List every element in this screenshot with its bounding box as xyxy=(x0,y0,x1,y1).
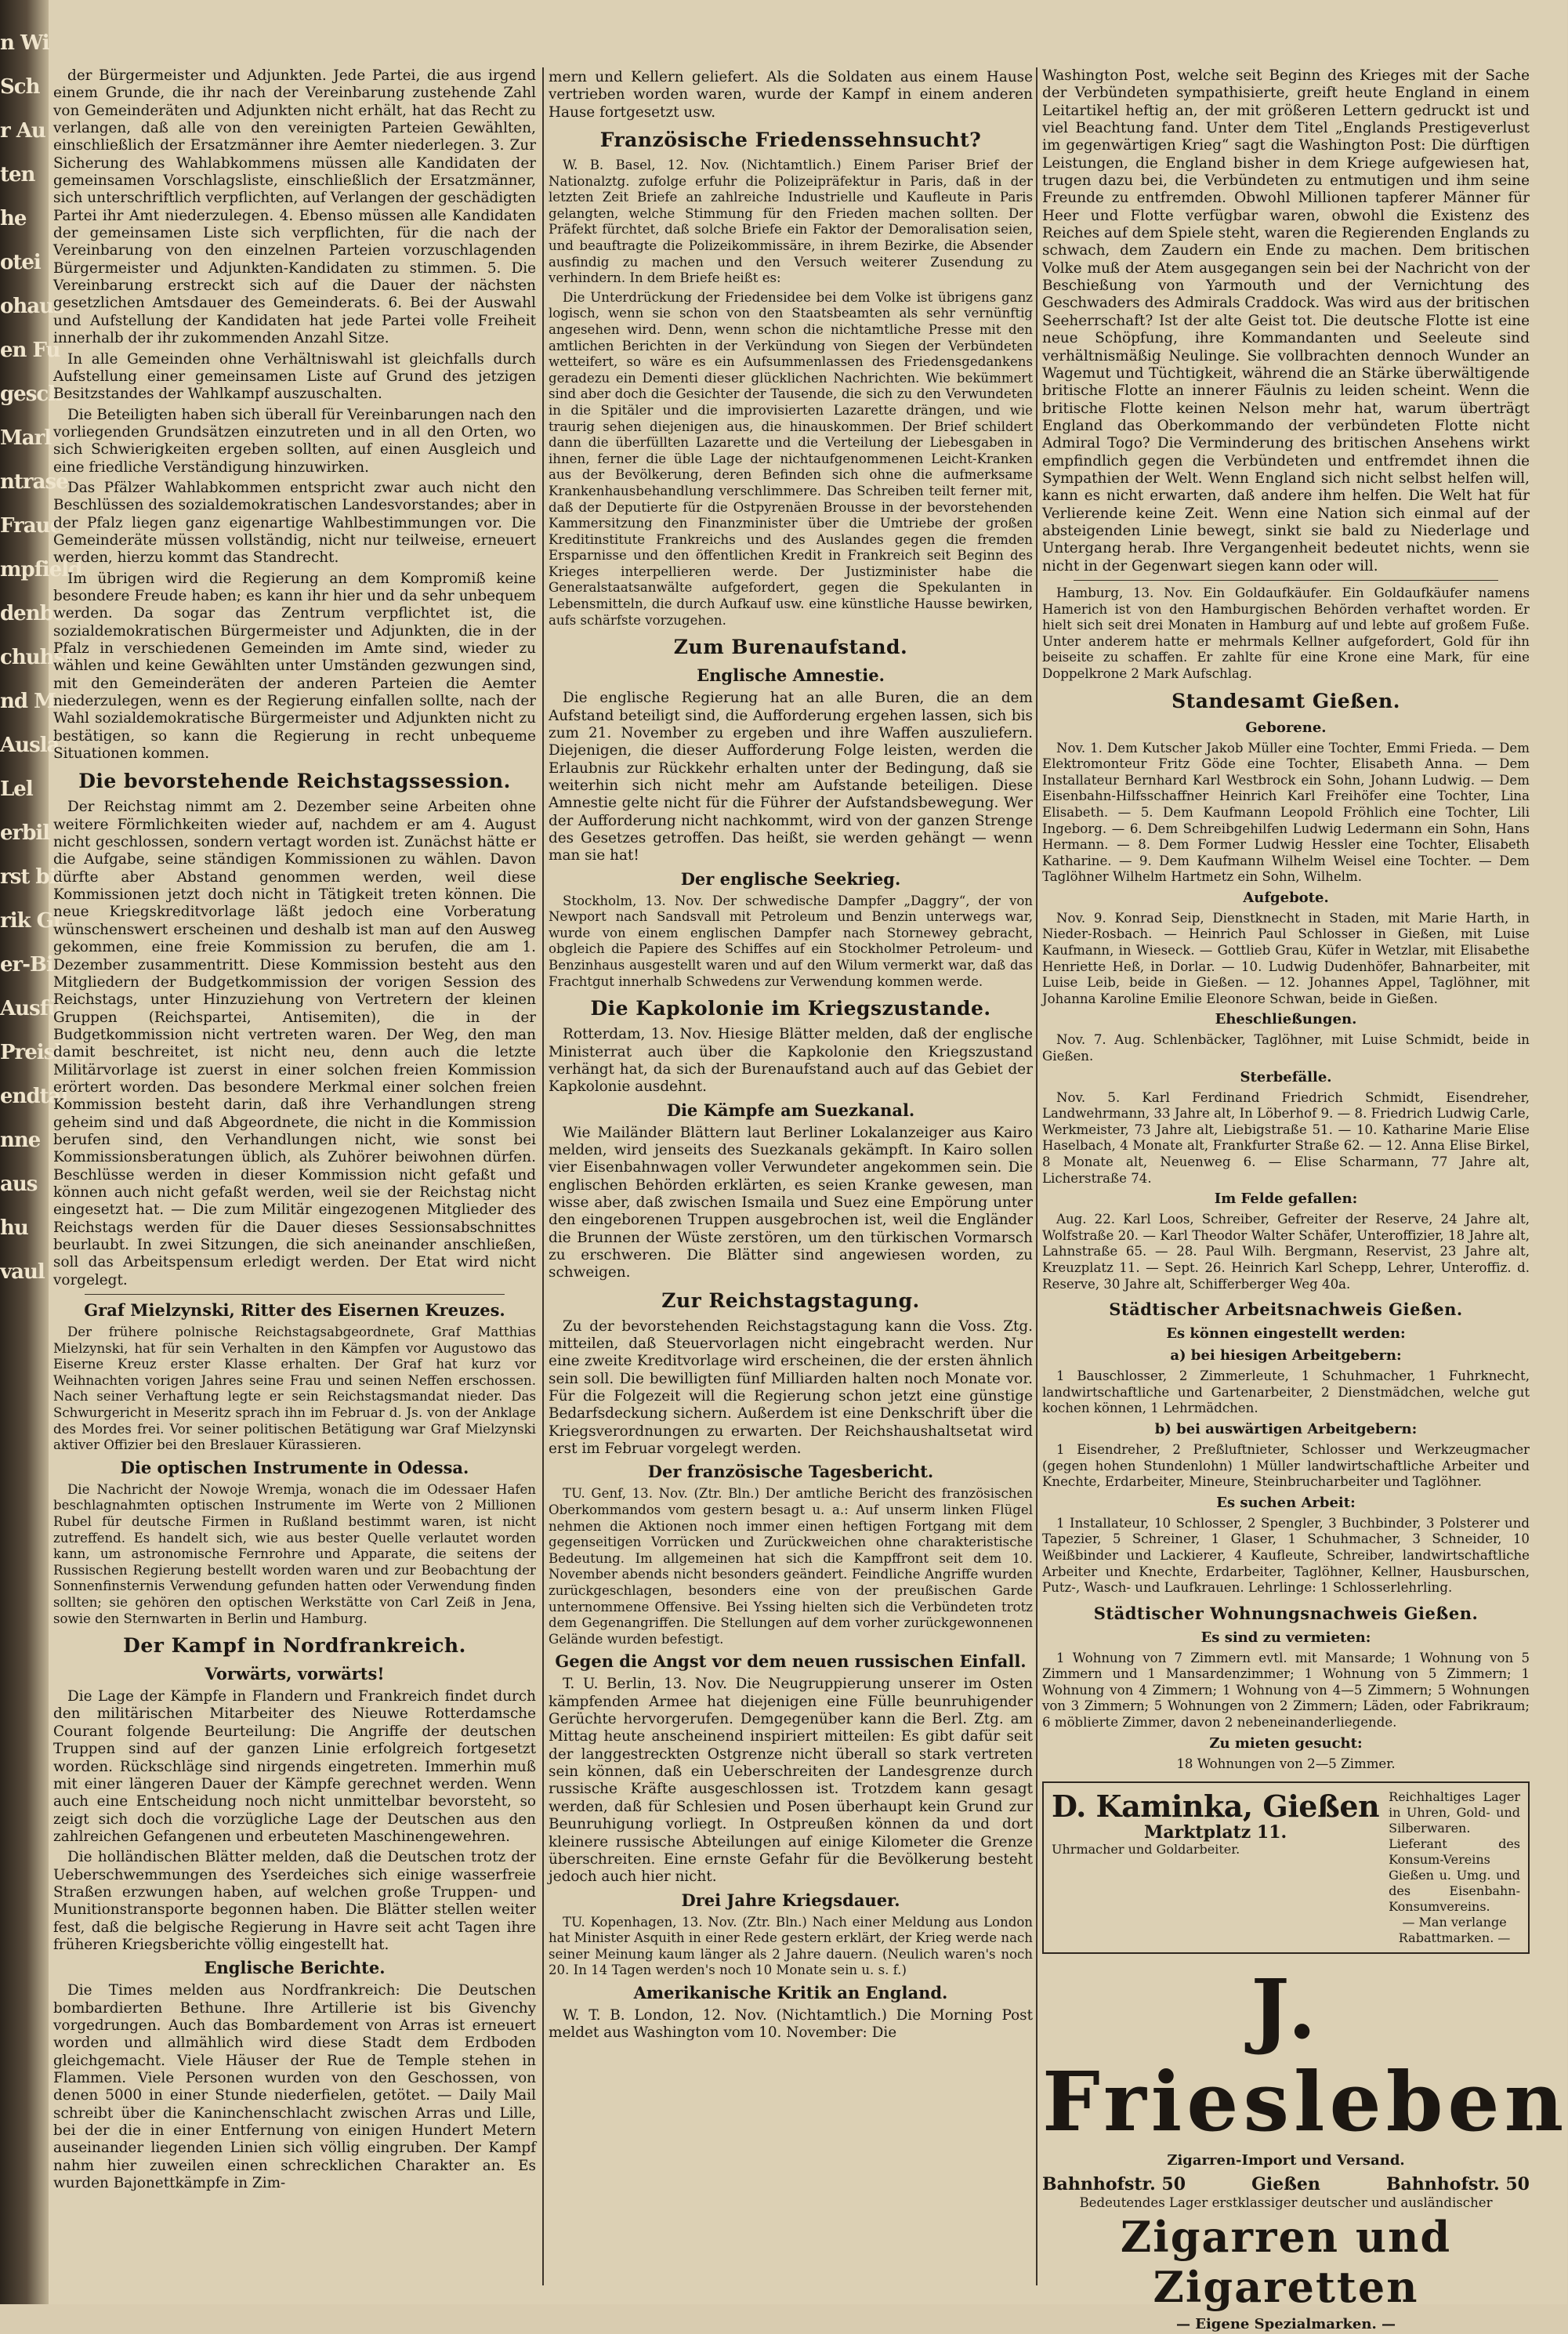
article-paragraph: Die holländischen Blätter melden, daß die Deutschen trotz der Ueberschwemmungen des Yserdeiches sich einige wasserfreie Straßen erzwungen haben, auf welchen große Truppen- und Munitionstransporte begonnen haben. Die Blätter stellen weiter fest, daß die belgische Regierung in Havre seit acht Tagen ihre früheren Kriegsberichte völlig eingestellt hat. xyxy=(53,1849,536,1953)
aufgebote-list: Nov. 9. Konrad Seip, Dienstknecht in Staden, mit Marie Harth, in Nieder-Rosbach. — Heinrich Paul Schlosser in Gießen, mit Luise Kaufmann, in Wieseck. — Gottlieb Grau, Küfer in Wetzlar, mit Elisabethe Henriette Heß, in Dorlar. — 10. Ludwig Dudenhöfer, Bahnarbeiter, mit Luise Leib, beide in Gießen. — 12. Johannes Appel, Taglöhner, mit Johanna Karoline Emilie Eleonore Schwan, beide in Gießen. xyxy=(1042,910,1530,1006)
headline-angst: Gegen die Angst vor dem neuen russischen Einfall. xyxy=(555,1651,1027,1672)
wohn-vermieten-list: 1 Wohnung von 7 Zimmern evtl. mit Mansarde; 1 Wohnung von 5 Zimmern und 1 Mansardenzimmer; 1 Wohnung von 5 Zimmern; 1 Wohnung von 4 Zimmern; 1 Wohnung von 4—5 Zimmern; 5 Wohnungen von 3 Zimmern; 5 Wohnungen von 2 Zimmern; Läden, oder Fabrikraum; 6 möblierte Zimmer, davon 2 nebeneinanderliegende. xyxy=(1042,1650,1530,1731)
article-amerikanische-kritik: W. T. B. London, 12. Nov. (Nichtamtlich.) Die Morning Post meldet aus Washington vom 10. November: Die xyxy=(549,2006,1033,2042)
column-1 xyxy=(53,67,536,2285)
headline-wohnungsnachweis: Städtischer Wohnungsnachweis Gießen. xyxy=(1093,1603,1479,1623)
prev-fragment: en Fu xyxy=(0,339,60,362)
eheschliessungen-title: Eheschließungen. xyxy=(1215,1011,1357,1028)
prev-fragment: nd Man xyxy=(0,690,82,713)
prev-fragment: gesch xyxy=(0,382,63,406)
article-drei-jahre: TU. Kopenhagen, 13. Nov. (Ztr. Bln.) Nach einer Meldung aus London hat Minister Asquith in einer Rede gestern erklärt, der Krieg werde nach seiner Meinung kaum länger als 2 Jahre dauern. (Neulich waren's noch 20. In 14 Tagen werden's noch 10 Monate sein u. s. f.) xyxy=(549,1914,1033,1978)
ad-friesleben-big: Zigarren und Zigaretten xyxy=(1120,2211,1452,2312)
subhead-vorwaerts: Vorwärts, vorwärts! xyxy=(205,1664,385,1684)
geborene-title: Geborene. xyxy=(1245,719,1327,736)
article-paragraph: In alle Gemeinden ohne Verhältniswahl ist gleichfalls durch Aufstellung einer gemeinsamen Liste auf Grund des jetzigen Besitzstandes der Wahlkampf auszuschalten. xyxy=(53,350,536,403)
ad-friesleben-stock: Bedeutendes Lager erstklassiger deutscher und ausländischer xyxy=(1079,2195,1493,2211)
prev-fragment: er-Bi xyxy=(0,953,53,977)
prev-fragment: hu xyxy=(0,1216,28,1240)
ad-kaminka-note: — Man verlange Rabattmarken. — xyxy=(1398,1915,1511,1946)
arb-koennen-title: Es können eingestellt werden: xyxy=(1166,1325,1406,1343)
wohn-mieten-title: Zu mieten gesucht: xyxy=(1209,1734,1363,1752)
prev-fragment: n Wi xyxy=(0,31,49,55)
ad-friesleben-special: — Eigene Spezialmarken. — xyxy=(1175,2315,1396,2332)
headline-suezkanal: Die Kämpfe am Suezkanal. xyxy=(666,1100,915,1120)
headline-reichstagstagung: Zur Reichstagstagung. xyxy=(661,1288,920,1312)
prev-fragment: rik Gr xyxy=(0,909,63,933)
column-rule-1 xyxy=(542,67,544,2285)
separator xyxy=(1074,580,1498,581)
ad-kaminka-name: D. Kaminka, Gießen xyxy=(1052,1789,1380,1825)
prev-fragment: denbe xyxy=(0,602,66,625)
article-paragraph: Die Lage der Kämpfe in Flandern und Frankreich findet durch den militärischen Mitarbeiter des Nieuwe Rotterdamsche Courant folgende Beurteilung: Die Angriffe der deutschen Truppen sind auf der ganzen Linie erfolgreich fortgesetzt worden. Rückschläge sind nirgends eingetreten. Immerhin muß mit einer längeren Dauer der Kämpfe gerechnet werden. Wenn auch eine Entscheidung noch nicht unmittelbar bevorsteht, so zeigt sich doch die vorzügliche Lage der Deutschen aus den zahlreichen Gefangenen und erbeuteten Maschinengewehren. xyxy=(53,1688,536,1845)
ad-friesleben xyxy=(1042,1961,1568,2334)
prev-fragment: Fraue xyxy=(0,514,62,538)
column-rule-2 xyxy=(1036,67,1037,2285)
article-paragraph: Die Beteiligten haben sich überall für Vereinbarungen nach den vorliegenden Grundsätzen einzutreten und in all den Orten, wo sich Schwierigkeiten ergeben sollten, auf einen Ausgleich und eine friedliche Verständigung hinzuwirken. xyxy=(53,406,536,476)
geborene-list: Nov. 1. Dem Kutscher Jakob Müller eine Tochter, Emmi Frieda. — Dem Elektromonteur Fritz Göde eine Tochter, Elisabeth Anna. — Dem Installateur Bernhard Karl Westbrock ein Sohn, Johann Ludwig. — Dem Eisenbahn-Hilfsschaffner Heinrich Karl Freihöfer eine Tochter, Lina Elisabeth. — 5. Dem Kaufmann Leopold Fröhlich eine Tochter, Lili Ingeborg. — 6. Dem Schreibgehilfen Ludwig Ledermann ein Sohn, Hans Hermann. — 8. Dem Former Ludwig Hessler eine Tochter, Elisabeth Katharine. — 9. Dem Kaufmann Wilhelm Weisel eine Tochter. — Dem Taglöhner Wilhelm Hartmetz ein Sohn, Wilhelm. xyxy=(1042,740,1530,885)
prev-fragment: vaul xyxy=(0,1260,45,1284)
article-paragraph: Im übrigen wird die Regierung an dem Kompromiß keine besondere Freude haben; es kann ihr hier und da sehr unbequem werden. Da sogar das Zentrum verpflichtet ist, die sozialdemokratischen Bürgermeister und Adjunkten, die in der Pfalz in verschiedenen Gemeinden im Amte sind, wieder zu wählen und keine Gewählten unter Umständen gezwungen sind, mit den Gemeinderäten der anderen Parteien die Aemter niederzulegen, wenn es der Regierung einfallen sollte, nach der Wahl sozialdemokratische Bürgermeister und Adjunkten nicht zu bestätigen, so kann die Regierung in recht unbequeme Situationen kommen. xyxy=(53,570,536,763)
prev-fragment: Ausla xyxy=(0,734,60,757)
subhead-amnestie: Englische Amnestie. xyxy=(697,665,885,686)
prev-fragment: endtal xyxy=(0,1085,68,1108)
previous-page-fragment xyxy=(0,31,88,2273)
prev-fragment: ohaus xyxy=(0,295,64,318)
arb-a-title: a) bei hiesigen Arbeitgebern: xyxy=(1170,1347,1402,1365)
ad-friesleben-name: J. Friesleben xyxy=(1042,1961,1568,2151)
prev-fragment: erbil xyxy=(0,821,50,845)
column-3 xyxy=(1042,67,1568,2332)
sterbefaelle-list: Nov. 5. Karl Ferdinand Friedrich Schmidt, Eisendreher, Landwehrmann, 33 Jahre alt, In Löberhof 9. — 8. Friedrich Ludwig Carle, Werkmeister, 73 Jahre alt, Liebigstraße 51. — 10. Katharine Marie Elise Haselbach, 4 Monate alt, Frankfurter Straße 62. — 12. Anna Elise Birkel, 8 Monate alt, Neuenweg 6. — Elise Scharmann, 77 Jahre alt, Licherstraße 74. xyxy=(1042,1089,1530,1186)
prev-fragment: Ausfü xyxy=(0,997,62,1020)
article-goldaufkaeufer: Hamburg, 13. Nov. Ein Goldaufkäufer. Ein Goldaufkäufer namens Hamerich ist von den Hamburgischen Behörden verhaftet worden. Er hielt sich seit drei Monaten in Hamburg auf und lebte auf großem Fuße. Unter anderem hatte er mehrmals Kellner aufgefordert, Gold für ihn beiseite zu schaffen. Er zahlte für eine Krone eine Mark, für eine Doppelkrone 2 Mark Aufschlag. xyxy=(1042,585,1530,681)
headline-drei-jahre: Drei Jahre Kriegsdauer. xyxy=(681,1890,900,1910)
headline-tagesbericht: Der französische Tagesbericht. xyxy=(647,1462,934,1482)
ad-kaminka-trade: Uhrmacher und Goldarbeiter. xyxy=(1052,1841,1240,1857)
prev-fragment: Marl xyxy=(0,426,52,450)
prev-fragment: otei xyxy=(0,251,41,274)
subhead-englische-berichte: Englische Berichte. xyxy=(204,1958,386,1978)
headline-mielzynski: Graf Mielzynski, Ritter des Eisernen Kreuzes. xyxy=(84,1300,505,1321)
headline-nordfrankreich: Der Kampf in Nordfrankreich. xyxy=(123,1634,466,1658)
im-felde-list: Aug. 22. Karl Loos, Schreiber, Gefreiter der Reserve, 24 Jahre alt, Wolfstraße 20. — Karl Theodor Walter Schäfer, Unteroffizier, 18 Jahre alt, Lahnstraße 65. — 28. Paul Wilh. Bergmann, Reservist, 23 Jahre alt, Kreuzplatz 11. — Sept. 26. Heinrich Karl Schepp, Lehrer, Unteroffiz. d. Reserve, 30 Jahre alt, Schifferberger Weg 40a. xyxy=(1042,1212,1530,1292)
article-angst: T. U. Berlin, 13. Nov. Die Neugruppierung unserer im Osten kämpfenden Armee hat diejenigen eine Fülle beunruhigender Gerüchte hervorgerufen. Demgegenüber kann die Berl. Ztg. am Mittag heute anscheinend inspiriert mitteilen: Es gibt dafür seit der langgestreckten Ostgrenze nicht überall so stark vertreten sein können, daß ein Ueberschreiten der Landesgrenze durch russische Kräfte ausgeschlossen ist. Trotzdem kann gesagt werden, daß für Schlesien und Posen überhaupt kein Grund zur Beunruhigung vorliegt. In Ostpreußen können da und dort kleinere russische Abteilungen auf einige Kilometer die Grenze überschreiten. Eine ernste Gefahr für die Bevölkerung besteht jedoch auch hier nicht. xyxy=(549,1676,1033,1886)
article-tagesbericht: TU. Genf, 13. Nov. (Ztr. Bln.) Der amtliche Bericht des französischen Oberkommandos vom gestern besagt u. a.: Auf unserm linken Flügel nehmen die Aktionen noch immer einen heftigen Fortgang mit dem gegenseitigen Vorrücken und Zurückweichen ohne charakteristische Bedeutung. Im allgemeinen hat sich die Kampffront seit dem 10. November abends nicht besonders geändert. Feindliche Angriffe wurden zurückgeschlagen, besonders eine von der preußischen Garde unternommene Offensive. Bei Yssing hielten sich die Verbündeten trotz dem Gegenangriffen. Die Stellungen auf dem vorher zurückgewonnenen Gelände wurden befestigt. xyxy=(549,1486,1033,1647)
aufgebote-title: Aufgebote. xyxy=(1243,889,1329,906)
article-paragraph: Das Pfälzer Wahlabkommen entspricht zwar auch nicht den Beschlüssen des sozialdemokratischen Landesvorstandes; aber in der Pfalz liegen ganz eigenartige Wahlbestimmungen vor. Die Gemeinderäte müssen vollständig, nicht nur teilweise, erneuert werden, hierzu kommt das Standrecht. xyxy=(53,479,536,567)
prev-fragment: nne xyxy=(0,1129,41,1152)
column-2 xyxy=(549,69,1033,2295)
prev-fragment: he xyxy=(0,207,27,230)
article-paragraph: W. B. Basel, 12. Nov. (Nichtamtlich.) Einem Pariser Brief der Nationalztg. zufolge erfuhr die Polizeipräfektur in Paris, daß in der letzten Zeit Briefe an zahlreiche Industrielle und Kaufleute in Paris gelangten, welche Stimmung für den Frieden machen sollten. Der Präfekt fürchtet, daß solche Briefe ein Faktor der Demoralisation seien, und beauftragte die Polizeikommissäre, in ihrem Bezirke, die Absender ausfindig zu machen und den Versuch weiterer Zusendung zu verhindern. In dem Briefe heißt es: xyxy=(549,158,1033,286)
prev-fragment: r Au xyxy=(0,119,45,143)
headline-burenaufstand: Zum Burenaufstand. xyxy=(673,636,908,659)
arb-suchen-list: 1 Installateur, 10 Schlosser, 2 Spengler, 3 Buchbinder, 3 Polsterer und Tapezier, 5 Schreiner, 1 Glaser, 1 Schuhmacher, 3 Schneider, 10 Weißbinder und Lackierer, 4 Kaufleute, Schreiber, landwirtschaftliche Arbeiter und Knechte, Erdarbeiter, Taglöhner, Kellner, Hausburschen, Putz-, Wasch- und Laufkrauen. Lehrlinge: 1 Schlosserlehrling. xyxy=(1042,1515,1530,1596)
headline-kapkolonie: Die Kapkolonie im Kriegszustande. xyxy=(590,997,991,1020)
continued-washington-post: Washington Post, welche seit Beginn des Krieges mit der Sache der Verbündeten sympathisierte, greift heute England in einem Leitartikel heftig an, der mit größeren Lettern gedruckt ist und viel Beachtung fand. Unter dem Titel „Englands Prestigeverlust im gegenwärtigen Krieg“ sagt die Washington Post: Die dürftigen Leistungen, die England bisher in dem Kriege aufgewiesen hat, trugen dazu bei, die Verbündeten zu entmutigen und ihm seine Freunde zu entfremden. Obwohl Millionen tapferer Männer für Heer und Flotte verfügbar waren, obwohl die Existenz des Reiches auf dem Spiele steht, waren die Regierenden Englands zu schwach, dem Zaudern ein Ende zu machen. Dem britischen Volke muß der Atem ausgegangen sein bei der Nachricht von der Beschießung von Yarmouth und der Vernichtung des Geschwaders des Admirals Craddock. Was wird aus der britischen Seeherrschaft? Ist der alte Geist tot. Die deutsche Flotte ist eine neue Schöpfung, ihre Kommandanten und Seeleute sind verhältnismäßig Neulinge. Sie vollbrachten dennoch Wunder an Wagemut und Tüchtigkeit, während die an Stärke überwältigende britische Flotte an innerer Fäulnis zu leiden scheint. Wenn die britische Flotte keinen Nelson mehr hat, warum überträgt England das Oberkommando der verbündeten Flotte nicht Admiral Togo? Die Verminderung des britischen Ansehens wirkt empfindlich gegen die Verbündeten und entfremdet ihnen die Sympathien der Welt. Wenn England sich nicht selbst helfen will, kann es nicht erwarten, daß andere ihm helfen. Die Welt hat für Verlierende keine Zeit. Wenn eine Nation sich einmal auf der absteigenden Linie bewegt, sinkt sie bald zu Niederlage und Untergang herab. Ihre Vergangenheit bedeutet nichts, wenn sie nicht in der Gegenwart siegen kann oder will. xyxy=(1042,67,1530,574)
article-englische-berichte: Die Times melden aus Nordfrankreich: Die Deutschen bombardierten Bethune. Ihre Artillerie ist bis Givenchy vorgedrungen. Auch das Bombardement von Arras ist erneuert worden und allmählich wird diese Stadt dem Erdboden gleichgemacht. Viele Häuser der Rue de Temple stehen in Flammen. Viele Personen wurden von den Geschossen, von denen 5000 in einer Stunde niederfielen, getötet. — Daily Mail schreibt über die Kaninchenschlacht zwischen Arras und Lille, bei der die in einer Entfernung von einigen Hundert Metern auseinander liegenden Linien sich völlig eingruben. Der Kampf nahm hier zuweilen einen schrecklichen Charakter an. Es wurden Bajonettkämpfe in Zim- xyxy=(53,1982,536,2192)
eheschliessungen-list: Nov. 7. Aug. Schlenbäcker, Taglöhner, mit Luise Schmidt, beide in Gießen. xyxy=(1042,1032,1530,1064)
headline-seekrieg: Der englische Seekrieg. xyxy=(680,868,901,889)
separator xyxy=(85,1294,505,1295)
article-odessa: Die Nachricht der Nowoje Wremja, wonach die im Odessaer Hafen beschlagnahmten optischen Instrumente im Werte von 2 Millionen Rubel für deutsche Firmen in Rußland bestimmt waren, ist nicht zutreffend. Es handelt sich, wie aus bester Quelle verlautet worden kann, um astronomische Fernrohre und Apparate, die seitens der Russischen Regierung bestellt worden waren und zur Beobachtung der Sonnenfinsternis Verwendung gefunden hatten oder Verwendung finden sollten; sie gehören den optischen Werkstätte von Carl Zeiß in Jena, sowie den Sternwarten in Berlin und Hamburg. xyxy=(53,1481,536,1626)
arb-b-title: b) bei auswärtigen Arbeitgebern: xyxy=(1154,1420,1418,1437)
article-paragraph: Der Reichstag nimmt am 2. Dezember seine Arbeiten ohne weitere Förmlichkeiten wieder auf, nachdem er am 4. August nicht geschlossen, sondern vertagt worden ist. Zunächst hätte er die Aufgabe, seine ständigen Kommissionen zu wählen. Davon dürfte aber Abstand genommen werden, weil diese Kommissionen jetzt doch nicht in Tätigkeit treten können. Die neue Kriegskreditvorlage läßt jedoch eine Vorberatung wünschenswert erscheinen und deshalb ist man auf den Ausweg gekommen, eine freie Kommission zu berufen, die am 1. Dezember zusammentritt. Diese Kommission besteht aus den Mitgliedern der Budgetkommission der vorigen Session des Reichstags, unter Hinzuziehung von Vertretern der kleinen Gruppen (Reichspartei, Antisemiten), die in der Budgetkommission nicht vertreten waren. Der Weg, den man damit beschreitet, ist nicht neu, denn auch die letzte Militärvorlage ist zuerst in einer solchen freien Kommission erörtert worden. Das besondere Merkmal einer solchen freien Kommission besteht darin, daß ihre Verhandlungen streng geheim sind und daß Abgeordnete, die nicht in die Kommission berufen sind, den Verhandlungen nicht, wie sonst bei Kommissionsberatungen üblich, als Zuhörer beiwohnen dürfen. Beschlüsse werden in dieser Kommission nicht gefaßt und können auch nicht gefaßt werden, weil sie der Reichstag nicht eingesetzt hat. — Die zum Militär eingezogenen Mitglieder des Reichstags werden für die Dauer dieses Sessionsabschnittes beurlaubt. In zwei Sitzungen, die sich aneinander anschließen, soll das Arbeitspensum erledigt werden. Der Etat wird nicht vorgelegt. xyxy=(53,799,536,1288)
prev-fragment: aus xyxy=(0,1172,38,1196)
headline-standesamt: Standesamt Gießen. xyxy=(1171,689,1400,712)
prev-fragment: Sch xyxy=(0,75,40,99)
headline-odessa: Die optischen Instrumente in Odessa. xyxy=(120,1457,469,1477)
im-felde-title: Im Felde gefallen: xyxy=(1214,1191,1358,1208)
arb-a-list: 1 Bauschlosser, 2 Zimmerleute, 1 Schuhmacher, 1 Fuhrknecht, landwirtschaftliche und Gartenarbeiter, 2 Dienstmädchen, welche gut kochen können, 1 Lehrmädchen. xyxy=(1042,1368,1530,1416)
headline-reichstagssession: Die bevorstehende Reichstagssession. xyxy=(78,770,511,793)
ad-friesleben-slogan: Zigarren-Import und Versand. xyxy=(1167,2152,1405,2169)
headline-arbeitsnachweis: Städtischer Arbeitsnachweis Gießen. xyxy=(1109,1299,1463,1320)
arb-b-list: 1 Eisendreher, 2 Preßluftnieter, Schlosser und Werkzeugmacher (gegen hohen Stundenlohn) 1 Müller landwirtschaftliche Arbeiter und Knechte, Erdarbeiter, Mineure, Steinbrucharbeiter und Taglöhner. xyxy=(1042,1441,1530,1490)
wohn-mieten-list: 18 Wohnungen von 2—5 Zimmer. xyxy=(1176,1756,1396,1771)
sterbefaelle-title: Sterbefälle. xyxy=(1240,1068,1332,1085)
ad-kaminka-address: Marktplatz 11. xyxy=(1143,1822,1287,1843)
prev-fragment: ntrase xyxy=(0,470,68,494)
article-suezkanal: Wie Mailänder Blättern laut Berliner Lokalanzeiger aus Kairo melden, wird jenseits des Suezkanals gekämpft. In Kairo sollen vier Eisenbahnwagen voller Verwundeter angekommen sein. Die englischen Behörden erklärten, es seien Kranke gewesen, man wisse aber, daß zwischen Ismaila und Suez eine Empörung unter den eingeborenen Truppen ausgebrochen ist, weil die Engländer die Brunnen der Wüste zerstören, um den türkischen Vormarsch zu erschweren. Die Blätter sind angewiesen worden, zu schweigen. xyxy=(549,1124,1033,1281)
prev-fragment: ten xyxy=(0,163,35,187)
ad-friesleben-right-addr: Bahnhofstr. 50 xyxy=(1385,2174,1530,2195)
article-paragraph: Die Unterdrückung der Friedensidee bei dem Volke ist übrigens ganz logisch, wenn sie schon von den Staatsbeamten als sehr vernünftig angesehen wird. Denn, wenn schon die nichtamtliche Presse mit den amtlichen Berichten in der Verkündung von Siegen der Verbündeten wetteifert, so wäre es ein Aufsummenlassen des Friedensgedankens geradezu ein Dementi dieser glücklichen Nachrichten. Wie bekümmert sind aber doch die Gesichter der Tausende, die sich zu den Verwundeten in die Spitäler und die improvisierten Lazarette drängen, und wie traurig sehen diejenigen aus, die hinauskommen. Der Brief schildert dann die überfüllten Lazarette und die Verteilung der Liebesgaben in ihnen, ferner die üble Lage der nichtaufgenommenen Leicht-Kranken aus der Bevölkerung, deren Befinden sich ohne die aufmerksame Krankenhausbehandlung verschlimmere. Das Schreiben teilt ferner mit, daß der Deputierte für die Ostpyrenäen Brousse in der bevorstehenden Kammersitzung den Finanzminister über die Umtriebe der großen Kreditinstitute Frankreichs und des Auslandes gegen die fremden Ersparnisse und den öffentlichen Kredit in Frankreich seit Beginn des Krieges interpellieren werde. Der Justizminister habe die Generalstaatsanwälte aufgefordert, gegen die Spekulanten in Lebensmitteln, die durch Aufkauf usw. eine künstliche Hausse bewirken, aufs schärfste vorzugehen. xyxy=(549,289,1033,628)
article-kapkolonie: Rotterdam, 13. Nov. Hiesige Blätter melden, daß der englische Ministerrat auch über die Kapkolonie den Kriegszustand verhängt hat, da sich der Burenaufstand auch auf das Gebiet der Kapkolonie ausdehnt. xyxy=(549,1026,1033,1096)
article-amnestie: Die englische Regierung hat an alle Buren, die an dem Aufstand beteiligt sind, die Aufforderung ergehen lassen, sich bis zum 21. November zu ergeben und ihre Waffen auszuliefern. Diejenigen, die dieser Aufforderung Folge leisten, werden die Erlaubnis zur Rückkehr erhalten unter der Bedingung, daß sie weiterhin sich nicht mehr am Aufstande beteiligen. Diese Amnestie gelte nicht für die Führer der Aufstandsbewegung. Wer der Aufforderung nicht nachkommt, wird von der ganzen Strenge des Gesetzes getroffen. Das heißt, sie werden gehängt — wenn man sie hat! xyxy=(549,690,1033,864)
wohn-vermieten-title: Es sind zu vermieten: xyxy=(1200,1629,1371,1646)
headline-amerikanische-kritik: Amerikanische Kritik an England. xyxy=(633,1982,948,2002)
prev-fragment: rst bil xyxy=(0,865,63,889)
arb-suchen-title: Es suchen Arbeit: xyxy=(1216,1494,1356,1511)
ad-kaminka-text: Reichhaltiges Lager in Uhren, Gold- und Silberwaren. Lieferant des Konsum-Vereins Gießen u. Umg. und des Eisenbahn-Konsumvereins. xyxy=(1389,1789,1520,1915)
prev-fragment: chuhst xyxy=(0,646,74,669)
article-reichstagstagung: Zu der bevorstehenden Reichstagstagung kann die Voss. Ztg. mitteilen, daß Steuervorlagen nicht eingebracht werden. Nur eine zweite Kreditvorlage wird erscheinen, die der ersten ähnlich sein soll. Die bewilligten fünf Milliarden halten noch Monate vor. Für die Folgezeit will die Regierung schon jetzt eine günstige Bedarfsdeckung sichern. Außerdem ist eine Denkschrift über die Kriegsverordnungen zu erwarten. Der Reichshaushaltsetat wird erst im Februar vorgelegt werden. xyxy=(549,1317,1033,1458)
ad-kaminka xyxy=(1042,1781,1530,1954)
article-paragraph: der Bürgermeister und Adjunkten. Jede Partei, die aus irgend einem Grunde, die ihr nach der Vereinbarung zustehende Zahl von Gemeinderäten und Adjunkten nicht erhält, hat das Recht zu verlangen, daß alle von den vereinigten Parteien Gewählten, einschließlich der Ersatzmänner ihre Aemter niederlegen. 3. Zur Sicherung des Wahlabkommens müssen alle Kandidaten der gemeinsamen Vorschlagsliste, einschließlich der Ersatzmänner, sich unterschriftlich verpflichten, auf Verlangen der geschädigten Partei ihr Amt niederzulegen. 4. Ebenso müssen alle Kandidaten der gemeinsamen Liste sich verpflichten, für die nach der Vereinbarung von den einzelnen Parteien vorzuschlagenden Bürgermeister und Adjunkten-Kandidaten zu stimmen. 5. Die Vereinbarung erstreckt sich auf die Dauer der nächsten gesetzlichen Amtsdauer des Gemeinderats. 6. Bei der Auswahl und Aufstellung der Kandidaten hat jede Partei volle Freiheit innerhalb der ihr zukommenden Anzahl Sitze. xyxy=(53,67,537,347)
ad-friesleben-left-addr: Bahnhofstr. 50 xyxy=(1042,2174,1186,2195)
article-mielzynski: Der frühere polnische Reichstagsabgeordnete, Graf Matthias Mielzynski, hat für sein Verhalten in den Kämpfen vor Augustowo das Eiserne Kreuz erster Klasse erhalten. Der Graf hat kurz vor Weihnachten vorigen Jahres seine Frau und seinen Neffen erschossen. Nach seiner Verhaftung legte er sein Reichstagsmandat nieder. Das Schwurgericht in Meseritz sprach ihn im Februar d. Js. von der Anklage des Mordes frei. Vor seiner politischen Betätigung war Graf Mielzynski aktiver Offizier bei den Breslauer Kürassieren. xyxy=(53,1325,536,1453)
prev-fragment: Lel xyxy=(0,777,33,801)
headline-friedenssehnsucht: Französische Friedenssehnsucht? xyxy=(599,129,982,152)
ad-friesleben-city: Gießen xyxy=(1251,2174,1320,2195)
continued-text: mern und Kellern geliefert. Als die Soldaten aus einem Hause vertrieben worden waren, wurde der Kampf in einem anderen Hause fortgesetzt usw. xyxy=(549,69,1033,121)
prev-fragment: Preislag xyxy=(0,1041,88,1064)
prev-fragment: mpfield xyxy=(0,558,82,582)
article-seekrieg: Stockholm, 13. Nov. Der schwedische Dampfer „Daggry“, der von Newport nach Sandsvall mit Petroleum und Benzin unterwegs war, wurde von einem englischen Dampfer nach Stornewey gebracht, obgleich die Papiere des Schiffes auf ein Stockholmer Petroleum- und Benzinhaus ausgestellt waren und auf den Wilum vermerkt war, daß das Frachtgut innerhalb Schwedens zur Verwendung kommen werde. xyxy=(549,893,1033,989)
